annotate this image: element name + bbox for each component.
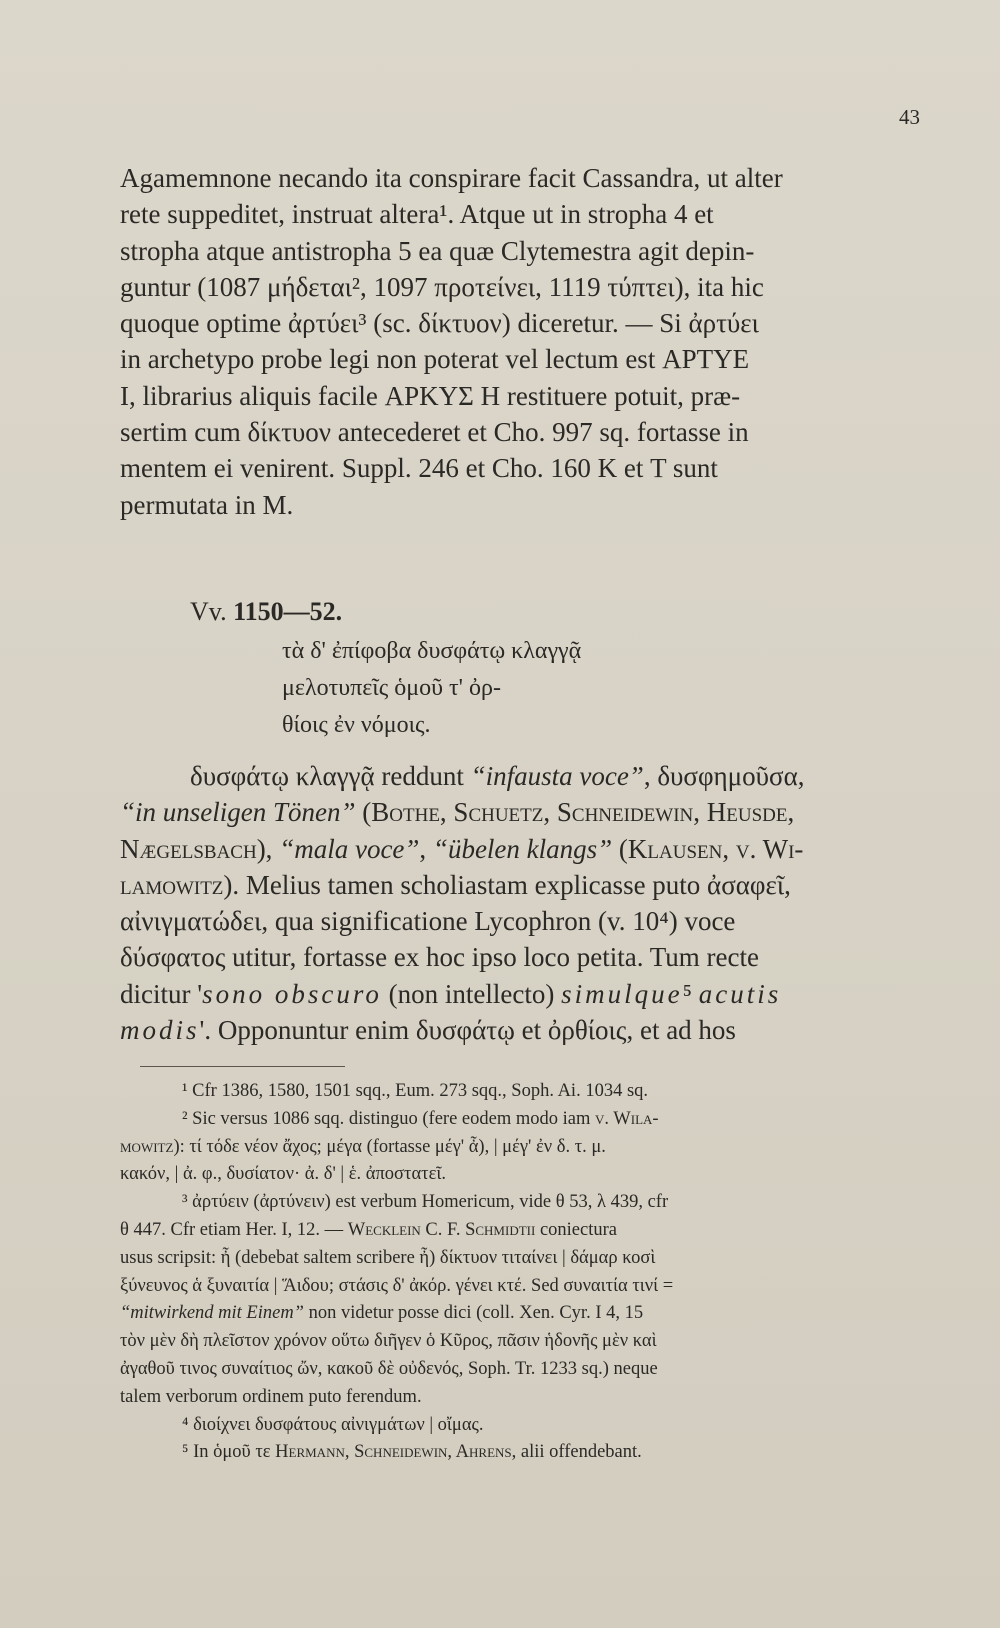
verse-line: τὰ δ' ἐπίφοβα δυσφάτῳ κλαγγᾷ (282, 638, 582, 664)
text-span: , (419, 833, 433, 864)
spaced-emphasis: simulque (561, 978, 683, 1009)
text-line (120, 831, 910, 867)
text-span: θ 447. Cfr etiam Her. I, 12. — (120, 1219, 348, 1240)
footnote-line: ἀγαθοῦ τινος συναίτιος ὤν, κακοῦ δὲ οὐδενός, Soph. Tr. 1233 sq.) neque (120, 1358, 658, 1379)
text-span: ⁵ In ὁμοῦ τε (182, 1442, 276, 1463)
author-names: lamowitz (120, 869, 224, 900)
text-line: sertim cum δίκτυον antecederet et Cho. 997 sq. fortasse in (120, 417, 749, 448)
footnote-line: usus scripsit: ἦ (debebat saltem scribere ἦ) δίκτυον τιταίνει | δάμαρ κοσὶ (120, 1247, 656, 1268)
text-span: ² Sic versus 1086 sqq. distinguo (fere eodem modo iam (182, 1108, 595, 1129)
footnote-line (120, 1134, 920, 1162)
text-line: I, librarius aliquis facile ΑΡΚΥΣ Η restituere potuit, præ- (120, 380, 741, 411)
footnote-rule (140, 1066, 345, 1067)
translation-quote: “übelen klangs” (432, 833, 613, 864)
text-line: mentem ei venirent. Suppl. 246 et Cho. 160 Κ et Τ sunt (120, 453, 718, 484)
text-span: , alii offendebant. (511, 1442, 642, 1463)
main-paragraph (120, 160, 910, 523)
text-line: αἰνιγματώδει, qua significatione Lycophron (v. 10⁴) voce (120, 906, 736, 937)
text-line: permutata in M. (120, 489, 294, 520)
translation-quote: “mala voce” (279, 833, 420, 864)
text-span: (non intellecto) (381, 978, 562, 1009)
verse-line: μελοτυπεῖς ὁμοῦ τ' ὀρ- (282, 675, 501, 701)
text-line: stropha atque antistropha 5 ea quæ Clytemestra agit depin- (120, 235, 755, 266)
commentary-paragraph (120, 758, 910, 1048)
text-line (120, 758, 910, 794)
text-span: , δυσφημοῦσα, (643, 761, 805, 791)
text-line: δύσφατος utitur, fortasse ex hoc ipso loco petita. Tum recte (120, 942, 759, 973)
text-span: ): τί τόδε νέον ἄχος; μέγα (fortasse μέγ' ἆ), | μέγ' ἐν δ. τ. μ. (173, 1136, 606, 1157)
author-names: Nægelsbach (120, 833, 257, 864)
text-span: ). Melius tamen scholiastam explicasse puto ἀσαφεῖ, (223, 869, 791, 900)
author-names: Hermann, Schneidewin, Ahrens (275, 1442, 512, 1463)
text-line (120, 1012, 910, 1048)
spaced-emphasis: sono obscuro (202, 978, 382, 1009)
page-number: 43 (899, 105, 920, 129)
text-span: ), (256, 833, 280, 864)
greek-verse (282, 633, 581, 744)
text-line: Agamemnone necando ita conspirare facit Cassandra, ut alter (120, 163, 783, 193)
text-span: ⁵ (682, 978, 699, 1009)
text-line (120, 976, 910, 1012)
text-line (120, 867, 910, 903)
spaced-emphasis: modis (120, 1015, 200, 1046)
verse-heading-range: 1150—52. (233, 597, 343, 626)
text-line (120, 794, 910, 830)
text-line: rete suppeditet, instruat altera¹. Atque ut in stropha 4 et (120, 199, 714, 230)
footnote-line: ⁴ διοίχνει δυσφάτους αἰνιγμάτων | οἴμας. (182, 1414, 484, 1435)
text-span: δυσφάτῳ κλαγγᾷ reddunt (190, 761, 471, 791)
author-names: Bothe, Schuetz, Schneidewin, Heusde, (371, 797, 795, 828)
footnote-line: talem verborum ordinem puto ferendum. (120, 1386, 422, 1407)
footnote-line (120, 1300, 920, 1328)
text-span: ( (355, 797, 372, 828)
footnotes (120, 1078, 920, 1467)
text-span: non videtur posse dici (coll. Xen. Cyr. I 4, 15 (303, 1303, 644, 1324)
verse-line: θίοις ἐν νόμοις. (282, 712, 431, 738)
footnote-line: ξύνευνος ἁ ξυναιτία | Ἅιδου; στάσις δ' ἀκόρ. γένει κτέ. Sed συναιτία τινί = (120, 1275, 674, 1296)
author-names: mowitz (120, 1136, 174, 1157)
author-names: Wecklein C. F. Schmidtii (347, 1219, 536, 1240)
text-span: dicitur ' (120, 978, 203, 1009)
footnote-line: ¹ Cfr 1386, 1580, 1501 sqq., Eum. 273 sqq., Soph. Ai. 1034 sq. (182, 1081, 649, 1101)
translation-quote: “infausta voce” (470, 761, 644, 791)
text-line: quoque optime ἀρτύει³ (sc. δίκτυον) diceretur. — Si ἀρτύει (120, 308, 759, 339)
text-line: guntur (1087 μήδεται², 1097 προτείνει, 1119 τύπτει), ita hic (120, 271, 764, 302)
translation-quote: “mitwirkend mit Einem” (120, 1303, 304, 1324)
footnote-line: τὸν μὲν δὴ πλεῖστον χρόνον οὕτω διῆγεν ὁ Κῦρος, πᾶσιν ἡδονῆς μὲν καὶ (120, 1331, 657, 1352)
translation-quote: “in unseligen Tönen” (120, 797, 356, 828)
footnote-line: κακόν, | ἀ. φ., δυσίατον· ἀ. δ' | ἑ. ἀποστατεῖ. (120, 1164, 446, 1185)
text-line: in archetypo probe legi non poterat vel lectum est ΑΡΤΥΕ (120, 344, 750, 375)
text-span: ( (612, 833, 628, 864)
spaced-emphasis: acutis (698, 978, 782, 1009)
footnote-line (120, 1439, 920, 1467)
text-span: '. Opponuntur enim δυσφάτῳ et ὀρθίοις, et ad hos (199, 1015, 736, 1046)
footnote-line (120, 1217, 920, 1245)
footnote-line: ³ ἀρτύειν (ἀρτύνειν) est verbum Homericum, vide θ 53, λ 439, cfr (182, 1192, 669, 1213)
verse-heading-prefix: Vv. (190, 597, 227, 626)
text-span: coniectura (535, 1219, 617, 1240)
author-names: v. Wila- (595, 1108, 659, 1129)
verse-heading (190, 597, 980, 627)
footnote-line (120, 1106, 920, 1134)
author-names: Klausen, v. Wi- (627, 833, 804, 864)
